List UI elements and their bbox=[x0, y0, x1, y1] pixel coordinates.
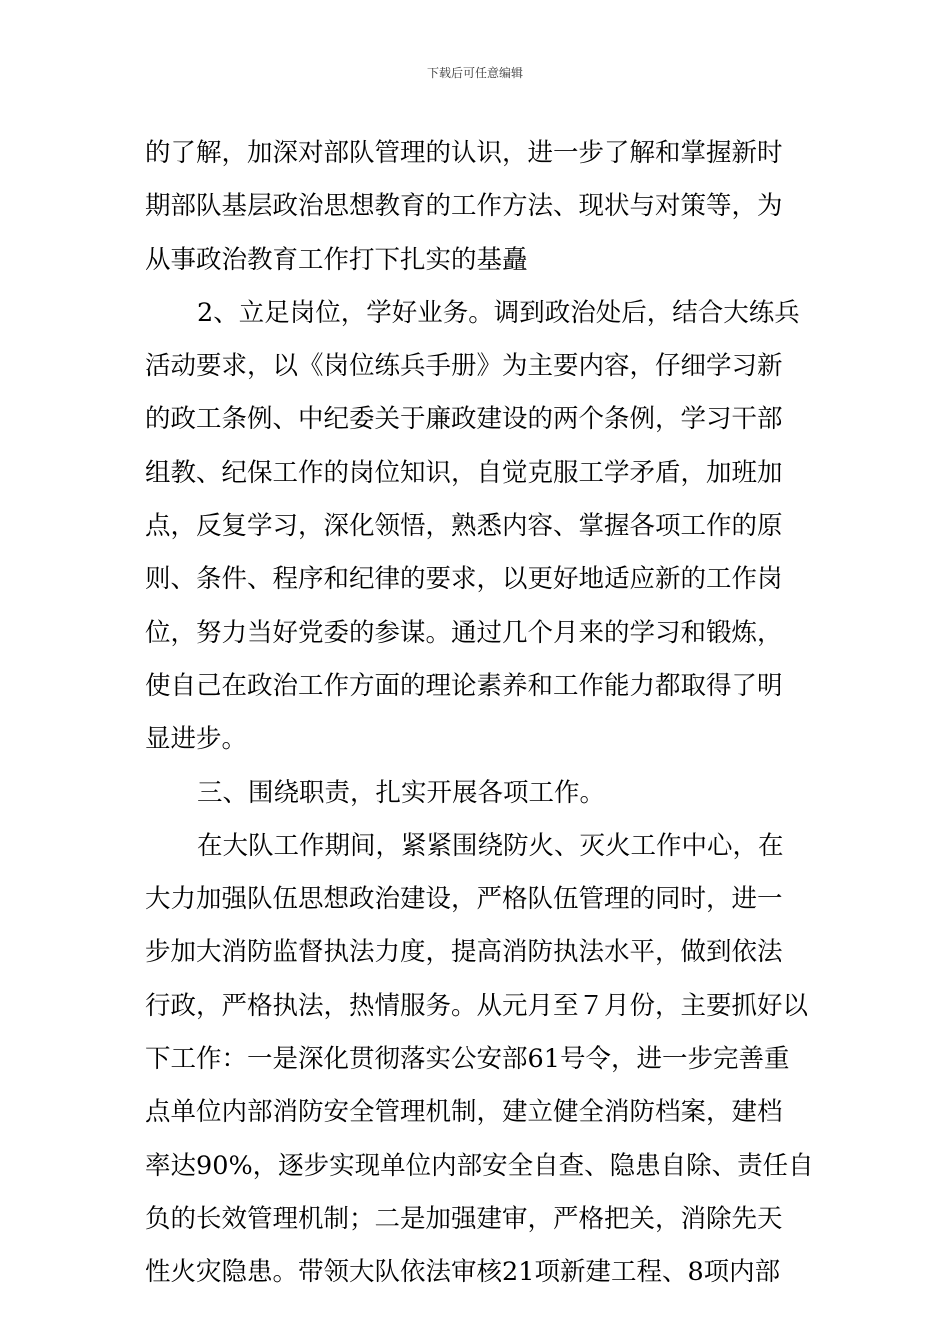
text-line: 率达90%，逐步实现单位内部安全自查、隐患自除、责任自 bbox=[145, 1150, 814, 1181]
text-line: 期部队基层政治思想教育的工作方法、现状与对策等，为 bbox=[145, 191, 783, 222]
page-header-note: 下载后可任意编辑 bbox=[426, 66, 523, 80]
text-line: 位，努力当好党委的参谋。通过几个月来的学习和锻炼， bbox=[145, 617, 783, 648]
text-line: 活动要求，以《岗位练兵手册》为主要内容，仔细学习新 bbox=[145, 351, 783, 382]
text-line: 性火灾隐患。带领大队依法审核21项新建工程、8项内部 bbox=[145, 1257, 781, 1288]
text-line: 大力加强队伍思想政治建设，严格队伍管理的同时，进一 bbox=[145, 884, 783, 915]
text-line: 显进步。 bbox=[145, 724, 248, 755]
text-line: 点，反复学习，深化领悟，熟悉内容、掌握各项工作的原 bbox=[145, 511, 783, 542]
text-line: 步加大消防监督执法力度，提高消防执法水平，做到依法 bbox=[145, 937, 783, 968]
text-line: 从事政治教育工作打下扎实的基矗 bbox=[145, 244, 528, 275]
text-line: 则、条件、程序和纪律的要求，以更好地适应新的工作岗 bbox=[145, 564, 783, 595]
text-line: 负的长效管理机制；二是加强建审，严格把关，消除先天 bbox=[145, 1203, 783, 1234]
section-heading: 三、围绕职责，扎实开展各项工作。 bbox=[197, 777, 606, 808]
text-line: 使自己在政治工作方面的理论素养和工作能力都取得了明 bbox=[145, 670, 783, 701]
text-line: 下工作：一是深化贯彻落实公安部61号令，进一步完善重 bbox=[145, 1044, 790, 1075]
text-line: 组教、纪保工作的岗位知识，自觉克服工学矛盾，加班加 bbox=[145, 457, 783, 488]
document-body bbox=[145, 127, 814, 1300]
text-line: 的政工条例、中纪委关于廉政建设的两个条例，学习干部 bbox=[145, 404, 783, 435]
paragraph-start-line: 2、立足岗位，学好业务。调到政治处后，结合大练兵 bbox=[197, 297, 800, 328]
text-line: 行政，严格执法，热情服务。从元月至７月份，主要抓好以 bbox=[145, 990, 809, 1021]
text-line: 的了解，加深对部队管理的认识，进一步了解和掌握新时 bbox=[145, 138, 783, 168]
text-line: 点单位内部消防安全管理机制，建立健全消防档案，建档 bbox=[145, 1097, 783, 1128]
paragraph-start-line: 在大队工作期间，紧紧围绕防火、灭火工作中心，在 bbox=[197, 830, 784, 861]
